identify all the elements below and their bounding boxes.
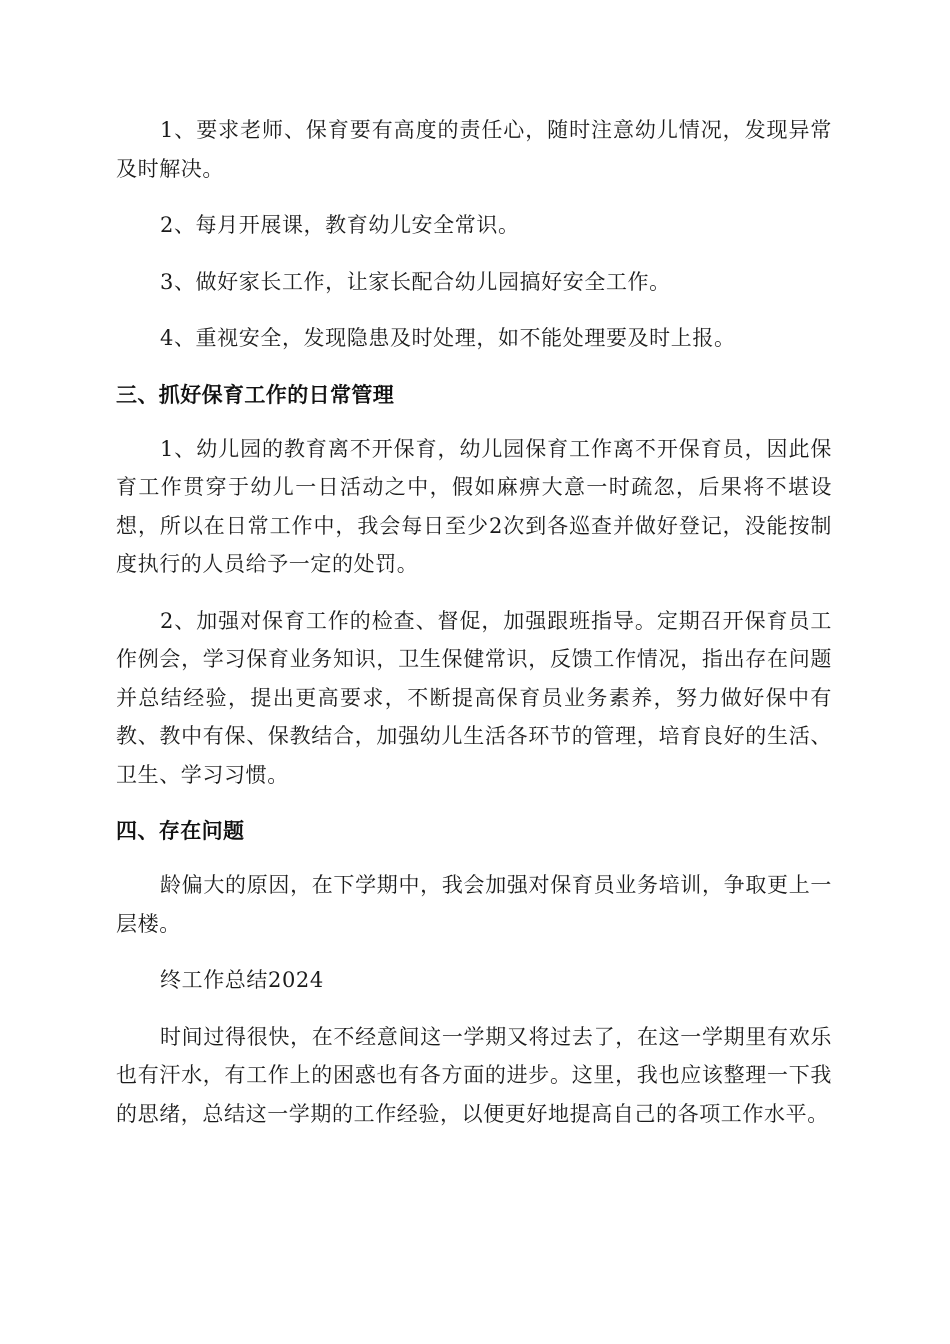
document-body: [116, 111, 832, 1151]
paragraph-item-3: 3、做好家长工作，让家长配合幼儿园搞好安全工作。: [160, 269, 671, 294]
section-heading-4: 四、存在问题: [116, 819, 245, 843]
paragraph-daily-management-1: 1、幼儿园的教育离不开保育，幼儿园保育工作离不开保育员，因此保育工作贯穿于幼儿一日活动之中，假如麻痹大意一时疏忽，后果将不堪设想，所以在日常工作中，我会每日至少2次到各巡查并做好登记，没能按制度执行的人员给予一定的处罚。: [116, 436, 832, 576]
paragraph-item-2: 2、每月开展课，教育幼儿安全常识。: [160, 213, 520, 237]
paragraph-daily-management-2: 2、加强对保育工作的检查、督促，加强跟班指导。定期召开保育员工作例会，学习保育业务知识，卫生保健常识，反馈工作情况，指出存在问题并总结经验，提出更高要求，不断提高保育员业务素养，努力做好保中有教、教中有保、保教结合，加强幼儿生活各环节的管理，培育良好的生活、卫生、学习习惯。: [116, 608, 832, 787]
paragraph-item-1: 1、要求老师、保育要有高度的责任心，随时注意幼儿情况，发现异常及时解决。: [116, 118, 832, 181]
summary-title: 终工作总结2024: [160, 968, 324, 992]
paragraph-problems: 龄偏大的原因，在下学期中，我会加强对保育员业务培训，争取更上一层楼。: [116, 873, 832, 936]
paragraph-item-4: 4、重视安全，发现隐患及时处理，如不能处理要及时上报。: [160, 326, 736, 350]
section-heading-3: 三、抓好保育工作的日常管理: [116, 382, 395, 407]
paragraph-summary-intro: 时间过得很快，在不经意间这一学期又将过去了，在这一学期里有欢乐也有汗水，有工作上的困惑也有各方面的进步。这里，我也应该整理一下我的思绪，总结这一学期的工作经验，以便更好地提高自己的各项工作水平。: [116, 1024, 832, 1126]
